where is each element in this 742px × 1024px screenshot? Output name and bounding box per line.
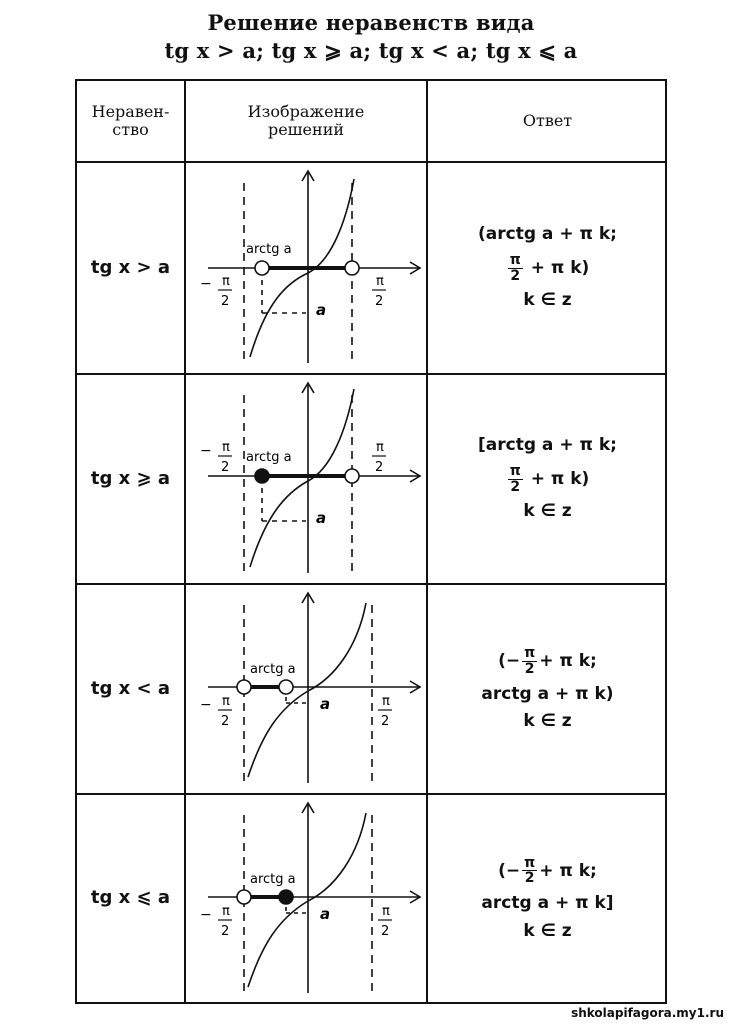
row4-answer-line1-rest: + π k; xyxy=(539,860,597,881)
row3-answer xyxy=(428,585,667,793)
pi-label: π xyxy=(222,904,230,919)
row4-answer-line1-pre: (− xyxy=(498,860,521,881)
open-point xyxy=(345,261,359,275)
open-point xyxy=(237,680,251,694)
two-label: 2 xyxy=(381,714,390,729)
pi-label: π xyxy=(222,694,230,709)
closed-point xyxy=(255,469,269,483)
row1-answer-line2-rest: + π k) xyxy=(530,258,590,278)
two-label: 2 xyxy=(381,924,390,939)
two-label: 2 xyxy=(375,460,384,475)
tangent-curve xyxy=(248,813,366,987)
pi-over-2 xyxy=(508,464,523,494)
minus-label: − xyxy=(200,276,212,292)
arctg-label: arctg a xyxy=(250,662,296,677)
open-point xyxy=(237,890,251,904)
frac-den: 2 xyxy=(524,660,535,677)
row1-answer-line1: (arctg a + π k; xyxy=(478,224,617,245)
row1-answer-line3: k ∈ z xyxy=(523,290,572,311)
frac-den: 2 xyxy=(510,267,521,284)
row1-graph xyxy=(186,163,426,373)
header-image: Изображение решений xyxy=(247,101,365,139)
pi-over-2 xyxy=(522,856,537,886)
two-label: 2 xyxy=(221,294,230,309)
open-point xyxy=(255,261,269,275)
row4-inequality: tg x ⩽ a xyxy=(90,887,171,909)
row3-graph xyxy=(186,585,426,793)
row3-answer-line2: arctg a + π k) xyxy=(481,683,614,704)
row4-graph xyxy=(186,795,426,1002)
row1-answer xyxy=(428,163,667,373)
a-label: a xyxy=(316,509,327,527)
page-subtitle: tg x > a; tg x ⩾ a; tg x < a; tg x ⩽ a xyxy=(164,38,578,63)
pi-over-2 xyxy=(522,646,537,676)
two-label: 2 xyxy=(221,460,230,475)
row2-answer-line2-rest: + π k) xyxy=(530,469,590,489)
row4-answer-line2: arctg a + π k] xyxy=(481,893,614,914)
minus-label: − xyxy=(200,907,212,923)
two-label: 2 xyxy=(221,924,230,939)
frac-den: 2 xyxy=(524,870,535,887)
a-label: a xyxy=(320,905,331,923)
open-point xyxy=(279,680,293,694)
page-title: Решение неравенств вида xyxy=(207,10,535,35)
arctg-label: arctg a xyxy=(246,450,292,465)
row3-inequality: tg x < a xyxy=(90,677,171,699)
minus-label: − xyxy=(200,697,212,713)
row3-answer-line3: k ∈ z xyxy=(523,711,572,732)
row2-answer-line1: [arctg a + π k; xyxy=(478,435,617,456)
pi-label: π xyxy=(382,694,390,709)
row4-answer xyxy=(428,795,667,1002)
row2-answer-line3: k ∈ z xyxy=(523,501,572,522)
row2-answer-line2 xyxy=(506,464,590,494)
row3-answer-line1 xyxy=(498,646,597,676)
arctg-label: arctg a xyxy=(246,242,292,257)
two-label: 2 xyxy=(221,714,230,729)
header-inequality: Неравен- ство xyxy=(91,101,170,139)
row3-answer-line1-rest: + π k; xyxy=(539,651,597,672)
footer-watermark: shkolapifagora.my1.ru xyxy=(571,1006,724,1020)
row1-inequality: tg x > a xyxy=(90,256,171,278)
frac-num: π xyxy=(524,854,536,871)
row4-answer-line3: k ∈ z xyxy=(523,920,572,941)
pi-label: π xyxy=(376,440,384,455)
row2-inequality: tg x ⩾ a xyxy=(90,467,171,489)
row1-answer-line2 xyxy=(506,253,590,283)
open-point xyxy=(345,469,359,483)
closed-point xyxy=(279,890,293,904)
pi-label: π xyxy=(376,274,384,289)
frac-num: π xyxy=(524,645,536,662)
row2-answer xyxy=(428,375,667,583)
frac-den: 2 xyxy=(510,478,521,495)
header-answer: Ответ xyxy=(522,110,573,130)
arctg-label: arctg a xyxy=(250,872,296,887)
a-label: a xyxy=(316,301,327,319)
frac-num: π xyxy=(509,462,521,479)
pi-label: π xyxy=(222,274,230,289)
a-label: a xyxy=(320,695,331,713)
pi-label: π xyxy=(382,904,390,919)
minus-label: − xyxy=(200,443,212,459)
tangent-curve xyxy=(248,603,366,777)
pi-label: π xyxy=(222,440,230,455)
row3-answer-line1-pre: (− xyxy=(498,651,521,672)
row4-answer-line1 xyxy=(498,856,597,886)
frac-num: π xyxy=(509,251,521,268)
row2-graph xyxy=(186,375,426,583)
solutions-table xyxy=(75,79,667,1004)
two-label: 2 xyxy=(375,294,384,309)
pi-over-2 xyxy=(508,253,523,283)
